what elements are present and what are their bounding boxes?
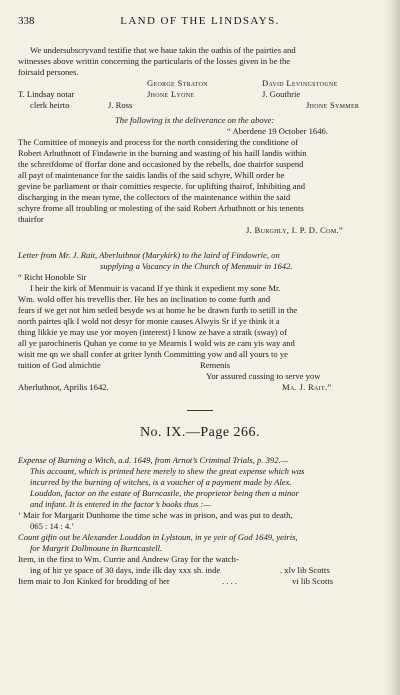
account-item: ing of hir ye space of 30 days, inde ilk day xxx sh. inde <box>30 565 221 575</box>
signatory: J. Ross <box>108 100 133 110</box>
page-number: 338 <box>18 15 35 27</box>
deliverance-date: “ Aberdene 19 October 1646. <box>227 126 328 136</box>
letter-salutation: “ Richt Honoble Sir <box>18 272 87 282</box>
section-intro: and infant. It is entered in the factor’s books thus :— <box>30 499 212 509</box>
section-intro: incurred by the burning of witches, is a voucher of a payment made by Alex. <box>30 477 292 487</box>
letter-place-date: Aberluthnot, Aprilis 1642. <box>18 382 109 392</box>
signatory: clerk heirto <box>30 100 70 110</box>
deliverance-line: The Comittiee of moneyis and process for the north considering the conditione of <box>18 137 299 147</box>
deliverance-heading: The following is the deliverance on the above: <box>115 115 275 125</box>
testimony-line: We undersubscryvand testifie that we haue takin the oathis of the pairties and <box>30 45 296 55</box>
account-item: Item, in the first to Wm. Currie and Andrew Gray for the watch- <box>18 554 239 564</box>
section-divider <box>187 410 213 411</box>
letter-line: Wm. wold offer his trevellis ther. He hes an inclination to come furth and <box>18 294 271 304</box>
count-line: Count gifin out be Alexander Louddon in Lylstoun, in ye yeir of God 1649, yeiris, <box>18 532 298 542</box>
running-title: LAND OF THE LINDSAYS. <box>120 15 280 27</box>
letter-line: I heir the kirk of Menmuir is vacand If ye think it expedient my sone Mr. <box>30 283 281 293</box>
deliverance-line: the schreifdome of fforfar done and occasioned by the rebells, doe thairfor suspend <box>18 159 304 169</box>
section-intro: Expense of Burning a Witch, a.d. 1649, from Arnot’s Criminal Trials, p. 392.— <box>18 455 289 465</box>
section-intro: This account, which is printed here merely to shew the great expense which was <box>30 466 305 476</box>
letter-line: thing likkie ye may use yor moyen (interest) I know ze have a straik (sway) of <box>18 327 287 337</box>
account-item-amount: vi lib Scotts <box>292 576 334 586</box>
letter-signature: Ma. J. Rait.” <box>282 382 332 392</box>
account-item-amount: . xlv lib Scotts <box>280 565 330 575</box>
letter-line: wisit me qn we shall confer at griter lynth Committing yow and all yours to ye <box>18 349 288 359</box>
deliverance-line: thairfor <box>18 214 44 224</box>
deliverance-line: Robert Arbuthnott of Findawrie in the burning and wasting of his haill landis within <box>18 148 307 158</box>
deliverance-line: discharging in the mean tyme, the collectors of the maintenance within the said <box>18 192 291 202</box>
letter-line: all ye parochineris Quhan ye come to ye Mearnis I wold wis ze cam yis way and <box>18 338 295 348</box>
section-heading: No. IX.—Page 266. <box>139 425 261 440</box>
letter-line: north pairtes qlk I wold not desyr for monie causes Alwyis Sr if ye think it a <box>18 316 280 326</box>
letter-closing: tuition of God almichtie <box>18 360 101 370</box>
page-spine-shadow <box>384 0 400 695</box>
letter-title: supplying a Vacancy in the Church of Menmuir in 1642. <box>100 261 293 271</box>
deliverance-line: all payt of maintenance for the saidis landis of the said schyre, Whill order be <box>18 170 285 180</box>
account-entry: ‘ Mair for Margarit Dunhome the time sche was in prison, and was put to death, <box>18 510 293 520</box>
count-line: for Margrit Dollmoune in Burncastell. <box>30 543 163 553</box>
deliverance-line: schyre frome all troubling or molesting of the said Robert Arbuthnott or his tenents <box>18 203 304 213</box>
deliverance-line: gevine be parliament or thair comitties respecte. for uplifting thairof, Inhibiting and <box>18 181 306 191</box>
account-amount: 065 : 14 : 4.’ <box>30 521 75 531</box>
signatory: David Levingstoune <box>262 78 338 88</box>
section-intro: Louddon, factor on the estate of Burncastle, the proprietor being then a minor <box>30 488 299 498</box>
signatory: Jhone Lyone <box>147 89 195 99</box>
signatory: T. Lindsay notar <box>18 89 75 99</box>
testimony-line: witnesses above writtin concerning the particularis of the losses given in be the <box>18 56 291 66</box>
signatory: J. Gouthrie <box>262 89 301 99</box>
signatory: George Straton <box>147 78 208 88</box>
signatory: Jhone Symmer <box>306 100 360 110</box>
testimony-line: foirsaid persones. <box>18 67 79 77</box>
letter-line: fears if we get not him setled besyde ws at home he be drawn furth to setill in the <box>18 305 298 315</box>
deliverance-signature: J. Burghly, I. P. D. Com.” <box>246 225 344 235</box>
account-item: Item mair to Jon Kinked for brodding of her <box>18 576 170 586</box>
letter-closing: Remenis <box>200 360 231 370</box>
letter-title: Letter from Mr. J. Rait, Aberluthnot (Marykirk) to the laird of Findowrie, on <box>18 250 280 260</box>
account-item-dots: . . . . <box>222 576 238 586</box>
letter-closing: Yor assured cussing to serve yow <box>206 371 321 381</box>
